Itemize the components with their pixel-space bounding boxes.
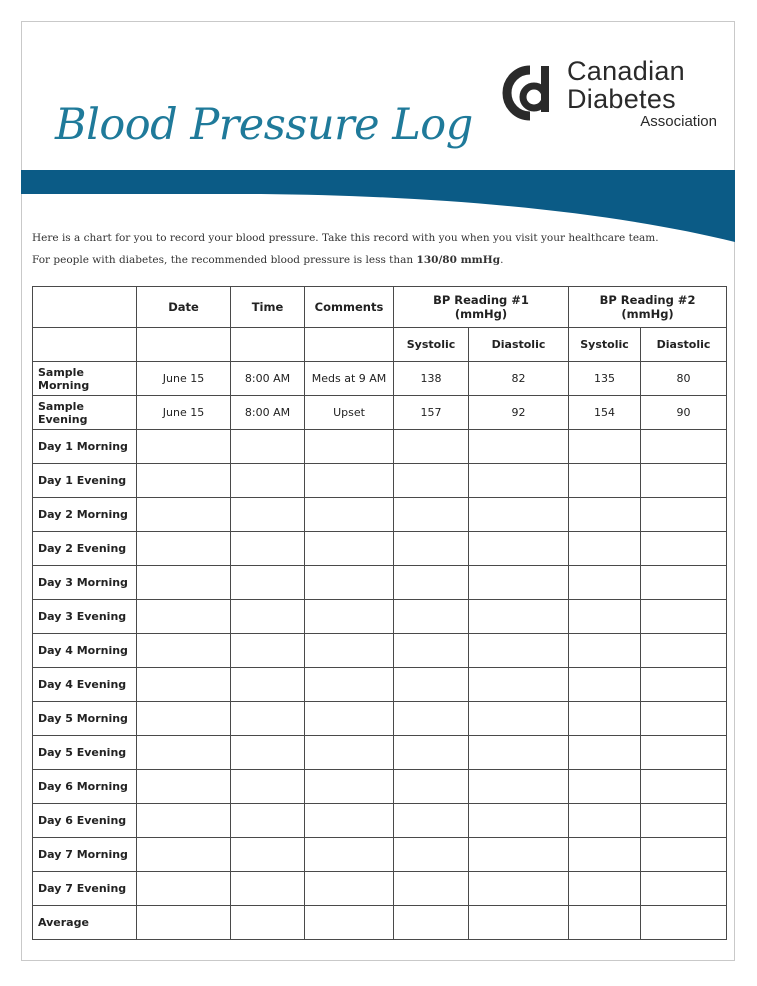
subheader-blank xyxy=(231,328,305,362)
cell-time[interactable] xyxy=(231,464,305,498)
cell-s1[interactable] xyxy=(394,566,469,600)
cell-s1[interactable] xyxy=(394,770,469,804)
row-label: Day 7 Morning xyxy=(33,838,137,872)
table-row xyxy=(33,906,727,940)
cell-comments[interactable] xyxy=(305,906,394,940)
cell-time[interactable] xyxy=(231,838,305,872)
cell-s1[interactable] xyxy=(394,872,469,906)
cell-s2[interactable] xyxy=(569,668,641,702)
table-row xyxy=(33,634,727,668)
header-date: Date xyxy=(137,287,231,328)
cell-time[interactable] xyxy=(231,872,305,906)
cell-s1[interactable] xyxy=(394,600,469,634)
cell-time[interactable] xyxy=(231,634,305,668)
cell-d1: 92 xyxy=(469,396,569,430)
cell-d1[interactable] xyxy=(469,600,569,634)
cell-s1[interactable] xyxy=(394,906,469,940)
cell-date[interactable] xyxy=(137,464,231,498)
row-label: Day 6 Morning xyxy=(33,770,137,804)
row-label: Day 5 Morning xyxy=(33,702,137,736)
cell-time: 8:00 AM xyxy=(231,396,305,430)
table-row xyxy=(33,668,727,702)
cell-s1[interactable] xyxy=(394,532,469,566)
cell-d2[interactable] xyxy=(641,770,727,804)
cell-date[interactable] xyxy=(137,668,231,702)
cell-s1[interactable] xyxy=(394,804,469,838)
bp2-title: BP Reading #2 xyxy=(599,293,696,307)
table-row xyxy=(33,770,727,804)
cell-s2: 154 xyxy=(569,396,641,430)
cell-d1[interactable] xyxy=(469,668,569,702)
cell-time[interactable] xyxy=(231,906,305,940)
table-row xyxy=(33,702,727,736)
cell-s2[interactable] xyxy=(569,498,641,532)
cell-d1[interactable] xyxy=(469,498,569,532)
cell-comments[interactable] xyxy=(305,634,394,668)
table-row xyxy=(33,566,727,600)
header-bp-reading-1 xyxy=(394,287,569,328)
cell-date[interactable] xyxy=(137,634,231,668)
cell-d2[interactable] xyxy=(641,804,727,838)
row-label: Day 2 Evening xyxy=(33,532,137,566)
cell-date: June 15 xyxy=(137,396,231,430)
cell-date[interactable] xyxy=(137,838,231,872)
cell-s1[interactable] xyxy=(394,634,469,668)
cell-d2[interactable] xyxy=(641,566,727,600)
table-row xyxy=(33,498,727,532)
cell-d2: 90 xyxy=(641,396,727,430)
cell-s1[interactable] xyxy=(394,464,469,498)
cell-d2[interactable] xyxy=(641,702,727,736)
cell-d2[interactable] xyxy=(641,634,727,668)
row-label: Day 3 Evening xyxy=(33,600,137,634)
cell-s2[interactable] xyxy=(569,872,641,906)
cell-date[interactable] xyxy=(137,600,231,634)
cell-d2[interactable] xyxy=(641,736,727,770)
intro-line-1: Here is a chart for you to record your blood pressure. Take this record with you when you visit your healthcare team. xyxy=(32,232,659,244)
cell-d2[interactable] xyxy=(641,532,727,566)
cell-d2[interactable] xyxy=(641,838,727,872)
cell-time: 8:00 AM xyxy=(231,362,305,396)
cell-date[interactable] xyxy=(137,770,231,804)
table-row xyxy=(33,430,727,464)
row-label: Day 1 Evening xyxy=(33,464,137,498)
row-label: Day 4 Morning xyxy=(33,634,137,668)
cell-s2[interactable] xyxy=(569,600,641,634)
subheader-blank xyxy=(305,328,394,362)
cell-comments: Meds at 9 AM xyxy=(305,362,394,396)
cell-time[interactable] xyxy=(231,498,305,532)
cell-date[interactable] xyxy=(137,804,231,838)
row-label: Day 7 Evening xyxy=(33,872,137,906)
cell-d2[interactable] xyxy=(641,498,727,532)
table-row xyxy=(33,362,727,396)
cell-date[interactable] xyxy=(137,532,231,566)
table-row xyxy=(33,838,727,872)
subheader-blank xyxy=(137,328,231,362)
cell-s2[interactable] xyxy=(569,702,641,736)
cell-d2[interactable] xyxy=(641,600,727,634)
table-row xyxy=(33,532,727,566)
bp-log-table xyxy=(32,286,727,940)
cell-d2[interactable] xyxy=(641,906,727,940)
row-label: Day 4 Evening xyxy=(33,668,137,702)
subheader-blank xyxy=(33,328,137,362)
cell-s2[interactable] xyxy=(569,566,641,600)
cell-time[interactable] xyxy=(231,770,305,804)
header-blank xyxy=(33,287,137,328)
header-bp-reading-2 xyxy=(569,287,727,328)
bp1-title: BP Reading #1 xyxy=(433,293,529,307)
header-comments: Comments xyxy=(305,287,394,328)
cell-comments[interactable] xyxy=(305,566,394,600)
cell-d1: 82 xyxy=(469,362,569,396)
cell-comments[interactable] xyxy=(305,804,394,838)
header-time: Time xyxy=(231,287,305,328)
logo-text xyxy=(567,57,717,131)
cell-time[interactable] xyxy=(231,668,305,702)
intro-line-2 xyxy=(32,249,659,271)
cell-s2[interactable] xyxy=(569,634,641,668)
row-label: Sample Evening xyxy=(33,396,137,430)
row-label: Day 1 Morning xyxy=(33,430,137,464)
cell-time[interactable] xyxy=(231,736,305,770)
cell-comments[interactable] xyxy=(305,770,394,804)
logo-line-diabetes: Diabetes xyxy=(567,84,676,114)
cell-s1[interactable] xyxy=(394,430,469,464)
cell-s2[interactable] xyxy=(569,430,641,464)
row-label: Average xyxy=(33,906,137,940)
cell-d1[interactable] xyxy=(469,838,569,872)
cell-s2[interactable] xyxy=(569,770,641,804)
cell-comments[interactable] xyxy=(305,702,394,736)
cell-s1[interactable] xyxy=(394,838,469,872)
cell-time[interactable] xyxy=(231,804,305,838)
cell-d1[interactable] xyxy=(469,804,569,838)
subheader-diastolic-1: Diastolic xyxy=(469,328,569,362)
cell-date[interactable] xyxy=(137,736,231,770)
cell-comments[interactable] xyxy=(305,668,394,702)
cell-time[interactable] xyxy=(231,600,305,634)
cell-date[interactable] xyxy=(137,906,231,940)
row-label: Day 2 Morning xyxy=(33,498,137,532)
row-label: Sample Morning xyxy=(33,362,137,396)
log-body xyxy=(33,362,727,940)
cell-date[interactable] xyxy=(137,498,231,532)
cell-comments[interactable] xyxy=(305,430,394,464)
cell-d1[interactable] xyxy=(469,770,569,804)
cell-s1[interactable] xyxy=(394,498,469,532)
cell-d1[interactable] xyxy=(469,566,569,600)
cell-d1[interactable] xyxy=(469,532,569,566)
table-row xyxy=(33,804,727,838)
cell-s2[interactable] xyxy=(569,736,641,770)
cell-s1[interactable] xyxy=(394,702,469,736)
intro-text xyxy=(32,227,659,271)
cda-logo-icon xyxy=(500,62,562,124)
row-label: Day 3 Morning xyxy=(33,566,137,600)
cell-s1: 157 xyxy=(394,396,469,430)
cell-comments[interactable] xyxy=(305,736,394,770)
bp1-unit: (mmHg) xyxy=(454,307,508,321)
cell-d2[interactable] xyxy=(641,872,727,906)
cell-time[interactable] xyxy=(231,430,305,464)
cell-comments[interactable] xyxy=(305,464,394,498)
cell-d1[interactable] xyxy=(469,464,569,498)
cell-d1[interactable] xyxy=(469,906,569,940)
logo-line-association: Association xyxy=(640,113,717,130)
cell-d2[interactable] xyxy=(641,668,727,702)
cell-date[interactable] xyxy=(137,872,231,906)
cell-d1[interactable] xyxy=(469,702,569,736)
cell-s2[interactable] xyxy=(569,804,641,838)
cell-s1: 138 xyxy=(394,362,469,396)
logo-line-canadian: Canadian xyxy=(567,56,685,86)
cell-d2[interactable] xyxy=(641,464,727,498)
table-row xyxy=(33,464,727,498)
table-row xyxy=(33,600,727,634)
cell-d1[interactable] xyxy=(469,872,569,906)
cell-d1[interactable] xyxy=(469,430,569,464)
cell-s2[interactable] xyxy=(569,464,641,498)
subheader-diastolic-2: Diastolic xyxy=(641,328,727,362)
cell-comments[interactable] xyxy=(305,872,394,906)
cell-s2: 135 xyxy=(569,362,641,396)
page-title: Blood Pressure Log xyxy=(55,100,473,150)
cell-d1[interactable] xyxy=(469,634,569,668)
table-row xyxy=(33,736,727,770)
cell-comments[interactable] xyxy=(305,498,394,532)
cell-time[interactable] xyxy=(231,532,305,566)
cell-date: June 15 xyxy=(137,362,231,396)
subheader-systolic-1: Systolic xyxy=(394,328,469,362)
cell-date[interactable] xyxy=(137,430,231,464)
intro-line-2-suffix: . xyxy=(500,254,504,266)
cell-s1[interactable] xyxy=(394,668,469,702)
table-row xyxy=(33,396,727,430)
cda-logo xyxy=(500,57,725,147)
cell-comments[interactable] xyxy=(305,532,394,566)
intro-line-2-prefix: For people with diabetes, the recommended blood pressure is less than xyxy=(32,254,414,266)
cell-d1[interactable] xyxy=(469,736,569,770)
recommended-bp: 130/80 mmHg xyxy=(416,254,501,266)
subheader-systolic-2: Systolic xyxy=(569,328,641,362)
cell-comments: Upset xyxy=(305,396,394,430)
table-row xyxy=(33,872,727,906)
cell-s1[interactable] xyxy=(394,736,469,770)
bp2-unit: (mmHg) xyxy=(621,307,674,321)
cell-time[interactable] xyxy=(231,702,305,736)
cell-d2: 80 xyxy=(641,362,727,396)
row-label: Day 5 Evening xyxy=(33,736,137,770)
cell-d2[interactable] xyxy=(641,430,727,464)
cell-comments[interactable] xyxy=(305,600,394,634)
cell-s2[interactable] xyxy=(569,532,641,566)
cell-date[interactable] xyxy=(137,566,231,600)
cell-comments[interactable] xyxy=(305,838,394,872)
cell-s2[interactable] xyxy=(569,838,641,872)
cell-time[interactable] xyxy=(231,566,305,600)
cell-s2[interactable] xyxy=(569,906,641,940)
row-label: Day 6 Evening xyxy=(33,804,137,838)
cell-date[interactable] xyxy=(137,702,231,736)
